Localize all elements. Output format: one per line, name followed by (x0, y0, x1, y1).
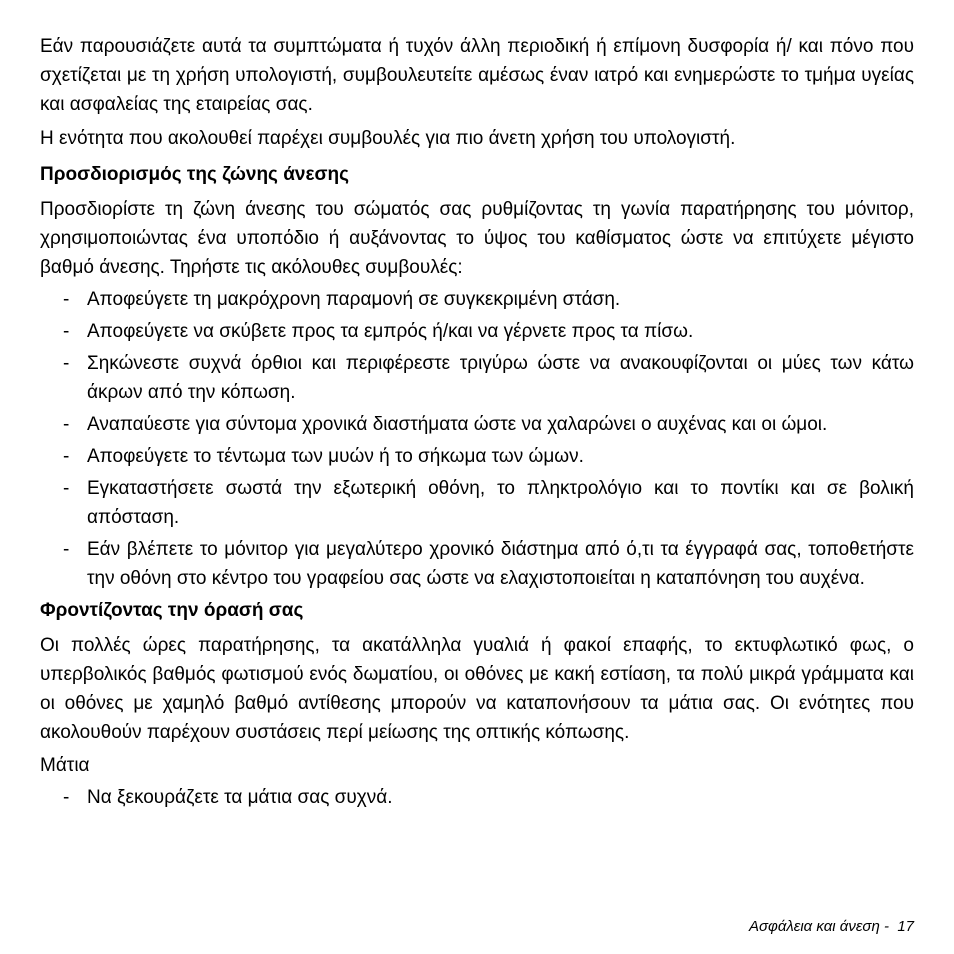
list-item (40, 317, 914, 346)
list-item (40, 535, 914, 593)
page-footer (749, 917, 914, 937)
footer-section-title: Ασφάλεια και άνεση - (748, 918, 889, 935)
list-item (40, 442, 914, 471)
vision-paragraph: Οι πολλές ώρες παρατήρησης, τα ακατάλληλα γυαλιά ή φακοί επαφής, το εκτυφλωτικό φως, ο υπερβολικός βαθμός φωτισμού ενός δωματίου, οι οθόνες με κακή εστίαση, τα πολύ μικρά γράμματα και οι οθόνες με χαμηλό βαθμό αντίθεσης μπορούν να καταπονήσουν τα μάτια σας. Οι ενότητες που ακολουθούν παρέχουν συστάσεις περί μείωσης της οπτικής κόπωσης. (40, 635, 914, 743)
intro-paragraph-advice: Η ενότητα που ακολουθεί παρέχει συμβουλές για πιο άνετη χρήση του υπολογιστή. (40, 128, 736, 149)
list-item (40, 285, 914, 314)
list-item-text: Αποφεύγετε τη μακρόχρονη παραμονή σε συγκεκριμένη στάση. (87, 289, 621, 310)
list-item-text: Αποφεύγετε το τέντωμα των μυών ή το σήκωμα των ώμων. (87, 446, 584, 467)
heading-comfort-zone: Προσδιορισμός της ζώνης άνεσης (40, 164, 349, 185)
list-item-text: Αναπαύεστε για σύντομα χρονικά διαστήματα ώστε να χαλαρώνει ο αυχένας και οι ώμοι. (87, 414, 828, 435)
list-item-text: Να ξεκουράζετε τα μάτια σας συχνά. (87, 787, 393, 808)
page-number: 17 (897, 918, 914, 935)
list-item-text: Σηκώνεστε συχνά όρθιοι και περιφέρεστε τριγύρω ώστε να ανακουφίζονται οι μύες των κάτω άκρων από την κόπωση. (87, 353, 914, 403)
heading-vision-care: Φροντίζοντας την όρασή σας (40, 600, 304, 621)
bullet-dash: - (63, 446, 70, 467)
comfort-zone-paragraph: Προσδιορίστε τη ζώνη άνεσης του σώματός σας ρυθμίζοντας τη γωνία παρατήρησης του μόνιτορ, χρησιμοποιώντας ένα υποπόδιο ή αυξάνοντας το ύψος του καθίσματος ώστε να επιτύχετε μέγιστο βαθμό άνεσης. Τηρήστε τις ακόλουθες συμβουλές: (40, 199, 914, 278)
eyes-tips-list (40, 783, 914, 812)
bullet-dash: - (63, 787, 70, 808)
list-item (40, 474, 914, 532)
bullet-dash: - (63, 414, 70, 435)
list-item (40, 349, 914, 407)
list-item-text: Εγκαταστήσετε σωστά την εξωτερική οθόνη, το πληκτρολόγιο και το ποντίκι και σε βολική απόσταση. (87, 478, 914, 528)
comfort-tips-list (40, 285, 914, 593)
bullet-dash: - (63, 539, 70, 560)
list-item (40, 783, 914, 812)
eyes-subheading: Μάτια (40, 755, 90, 776)
list-item (40, 410, 914, 439)
bullet-dash: - (63, 353, 70, 374)
bullet-dash: - (63, 321, 70, 342)
bullet-dash: - (63, 478, 70, 499)
list-item-text: Αποφεύγετε να σκύβετε προς τα εμπρός ή/και να γέρνετε προς τα πίσω. (87, 321, 694, 342)
document-page (40, 32, 914, 815)
bullet-dash: - (63, 289, 70, 310)
list-item-text: Εάν βλέπετε το μόνιτορ για μεγαλύτερο χρονικό διάστημα από ό,τι τα έγγραφά σας, τοποθετήστε την οθόνη στο κέντρο του γραφείου σας ώστε να ελαχιστοποιείται η καταπόνηση του αυχένα. (87, 539, 914, 589)
intro-paragraph-symptoms: Εάν παρουσιάζετε αυτά τα συμπτώματα ή τυχόν άλλη περιοδική ή επίμονη δυσφορία ή/ και πόνο που σχετίζεται με τη χρήση υπολογιστή, συμβουλευτείτε αμέσως έναν ιατρό και ενημερώστε το τμήμα υγείας και ασφαλείας της εταιρείας σας. (40, 36, 914, 115)
